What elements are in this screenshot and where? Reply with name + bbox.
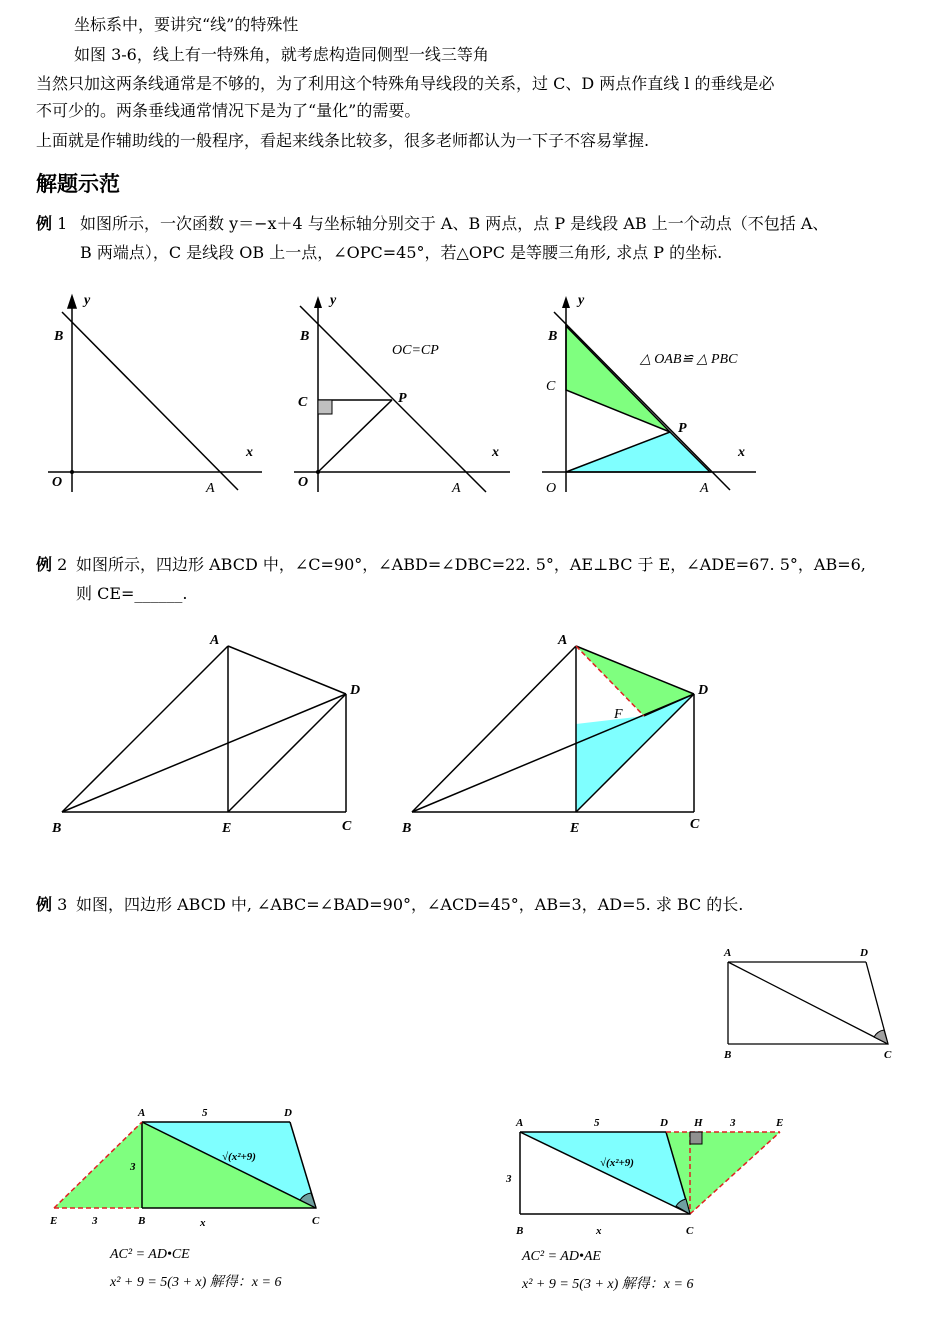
ex1-figure-1 bbox=[48, 296, 262, 492]
ex3-sol2-label-x: x bbox=[596, 1225, 602, 1237]
ex3-text-1: 如图，四边形 ABCD 中, ∠ABC=∠BAD=90°，∠ACD=45°，AB=3，AD=5. 求 BC 的长. bbox=[76, 895, 744, 914]
ex2-fig1-label-c: C bbox=[342, 819, 352, 834]
intro-line-4: 不可少的。两条垂线通常情况下是为了“量化”的需要。 bbox=[36, 101, 421, 120]
ex3-sol2-label-e: E bbox=[776, 1117, 784, 1129]
ex2-fig1-label-b: B bbox=[52, 821, 62, 836]
ex1-fig3-label-p: P bbox=[678, 421, 687, 436]
triangle-pbc-green bbox=[566, 326, 670, 432]
ex2-fig2-label-a: A bbox=[558, 633, 568, 648]
ex3-solution-2-figure bbox=[520, 1132, 780, 1214]
ex3-sol2-label-h: H bbox=[694, 1117, 703, 1129]
ex3-sol2-label-d: D bbox=[660, 1117, 668, 1129]
ex3-sol2-label-3h: 3 bbox=[730, 1117, 736, 1129]
ex1-fig2-label-a: A bbox=[452, 481, 461, 496]
intro-line-5: 上面就是作辅助线的一般程序，看起来线条比较多，很多老师都认为一下子不容易掌握. bbox=[36, 131, 650, 150]
ex3-tag: 例 3 bbox=[36, 895, 68, 914]
ex1-fig3-note: △ OAB≌ △ PBC bbox=[640, 352, 738, 367]
ex3-sol2-label-c: C bbox=[686, 1225, 694, 1237]
ex3-sol1-label-3v: 3 bbox=[130, 1161, 136, 1173]
ex3-sol1-label-d: D bbox=[284, 1107, 292, 1119]
ex3-small-label-a: A bbox=[724, 947, 732, 959]
ex3-sol2-label-5: 5 bbox=[594, 1117, 600, 1129]
triangle-cyan bbox=[566, 432, 710, 472]
intro-line-3: 当然只加这两条线通常是不够的，为了利用这个特殊角导线段的关系，过 C、D 两点作直线 l 的垂线是必 bbox=[36, 74, 775, 93]
ex3-sol2-diag-label: √(x²+9) bbox=[600, 1157, 634, 1169]
ex1-fig2-y-arrow-icon bbox=[314, 296, 322, 308]
ex3-small-label-d: D bbox=[860, 947, 868, 959]
ex3-small-label-b: B bbox=[724, 1049, 732, 1061]
ex1-fig3-label-c: C bbox=[546, 379, 556, 394]
ex1-fig2-label-x: x bbox=[492, 445, 499, 460]
ex2-fig2-label-d: D bbox=[698, 683, 709, 698]
line-ab bbox=[300, 306, 486, 492]
segment-ad bbox=[228, 646, 346, 694]
ex1-fig1-label-x: x bbox=[246, 445, 253, 460]
ex2-fig1-label-e: E bbox=[222, 821, 232, 836]
ex1-fig2-label-y: y bbox=[330, 293, 337, 308]
y-axis-arrow-icon bbox=[68, 296, 76, 308]
ex2-fig1-label-a: A bbox=[210, 633, 220, 648]
segment-ba bbox=[62, 646, 228, 812]
segment-ba bbox=[412, 646, 576, 812]
ex3-sol1-label-x: x bbox=[200, 1217, 206, 1229]
ex2-fig2-label-f: F bbox=[614, 707, 623, 722]
ex1-tag: 例 1 bbox=[36, 214, 68, 233]
ex2-figure-1 bbox=[62, 646, 346, 812]
ex1-fig1-label-a: A bbox=[206, 481, 215, 496]
ex2-fig2-label-c: C bbox=[690, 817, 700, 832]
ex1-fig1-label-o: O bbox=[52, 475, 63, 490]
ex3-sol2-label-b: B bbox=[516, 1225, 524, 1237]
ex1-fig3-label-o: O bbox=[546, 481, 557, 496]
right-angle-mark-h bbox=[690, 1132, 702, 1144]
ex3-sol2-label-a: A bbox=[516, 1117, 524, 1129]
ex1-fig1-label-b: B bbox=[54, 329, 64, 344]
ex2-fig1-label-d: D bbox=[350, 683, 361, 698]
ex3-sol1-label-c: C bbox=[312, 1215, 320, 1227]
ex3-small-label-c: C bbox=[884, 1049, 892, 1061]
line-ab bbox=[62, 312, 238, 490]
ex3-sol1-label-e: E bbox=[50, 1215, 58, 1227]
ex3-small-figure bbox=[728, 962, 888, 1044]
ex1-figure-3 bbox=[542, 296, 756, 492]
ex3-solution-1-figure bbox=[54, 1122, 316, 1208]
ex3-sol1-eq2: x² + 9 = 5(3 + x) 解得：x = 6 bbox=[110, 1275, 282, 1290]
ex3-sol2-eq2: x² + 9 = 5(3 + x) 解得：x = 6 bbox=[522, 1277, 694, 1292]
ex1-fig2-label-o: O bbox=[298, 475, 309, 490]
ex3-sol1-label-3h: 3 bbox=[92, 1215, 98, 1227]
y-axis-arrow-icon bbox=[562, 296, 570, 308]
segment-ed bbox=[228, 694, 346, 812]
segment-bd bbox=[62, 694, 346, 812]
ex1-fig3-label-x: x bbox=[738, 445, 745, 460]
ex1-text-2: B 两端点），C 是线段 OB 上一点，∠OPC=45°，若△OPC 是等腰三角形, 求点 P 的坐标. bbox=[80, 243, 723, 262]
segment-ac bbox=[728, 962, 888, 1044]
ex1-fig1-label-y: y bbox=[84, 293, 91, 308]
ex3-small-angle-mark bbox=[874, 1030, 888, 1044]
ex3-sol1-eq1: AC² = AD•CE bbox=[110, 1247, 190, 1262]
ex1-fig2-right-angle-mark bbox=[318, 400, 332, 414]
ex2-text-1: 如图所示，四边形 ABCD 中，∠C=90°，∠ABD=∠DBC=22. 5°，AE⊥BC 于 E，∠ADE=67. 5°，AB=6, bbox=[76, 555, 866, 574]
segment-bd bbox=[412, 694, 694, 812]
ex2-fig2-label-b: B bbox=[402, 821, 412, 836]
ex3-sol1-diag-label: √(x²+9) bbox=[222, 1151, 256, 1163]
ex1-fig2-note: OC=CP bbox=[392, 343, 439, 358]
ex3-sol1-label-a: A bbox=[138, 1107, 146, 1119]
ex1-fig3-label-b: B bbox=[548, 329, 558, 344]
ex1-fig3-label-a: A bbox=[700, 481, 709, 496]
ex2-tag: 例 2 bbox=[36, 555, 68, 574]
ex1-fig2-label-c: C bbox=[298, 395, 308, 410]
ex1-fig2-label-b: B bbox=[300, 329, 310, 344]
ex2-figure-2 bbox=[412, 646, 694, 812]
ex3-sol2-eq1: AC² = AD•AE bbox=[522, 1249, 601, 1264]
intro-line-2: 如图 3-6，线上有一特殊角，就考虑构造同侧型一线三等角 bbox=[74, 45, 489, 64]
ex1-fig2-label-p: P bbox=[398, 391, 407, 406]
ex3-sol1-label-b: B bbox=[138, 1215, 146, 1227]
ex3-sol2-label-3v: 3 bbox=[506, 1173, 512, 1185]
ex2-fig2-label-e: E bbox=[570, 821, 580, 836]
ex3-sol1-label-5: 5 bbox=[202, 1107, 208, 1119]
ex1-text-1: 如图所示，一次函数 y＝−x＋4 与坐标轴分别交于 A、B 两点，点 P 是线段 AB 上一个动点（不包括 A、 bbox=[80, 214, 829, 233]
section-title: 解题示范 bbox=[36, 172, 120, 196]
ex2-text-2: 则 CE=______. bbox=[76, 584, 188, 603]
ex1-fig3-label-y: y bbox=[578, 293, 585, 308]
intro-line-1: 坐标系中，要讲究“线”的特殊性 bbox=[74, 15, 299, 34]
